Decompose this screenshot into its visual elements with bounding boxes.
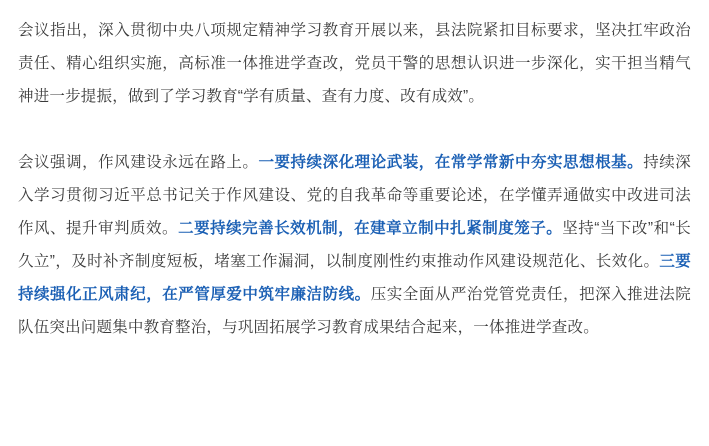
text-run: 坚持“当下改”和“长久立”，及时补齐制度短板，堵塞工作漏洞，以制度刚性约束推动作风建设规范化、长效化。 xyxy=(18,220,691,270)
highlighted-point-two: 二要持续完善长效机制，在建章立制中扎紧制度笼子。 xyxy=(178,220,563,237)
highlighted-point-three: 三要持续强化正风肃纪，在严管厚爱中筑牢廉洁防线。 xyxy=(18,253,691,303)
text-run: 会议指出，深入贯彻中央八项规定精神学习教育开展以来，县法院紧扣目标要求，坚决扛牢政治责任、精心组织实施，高标准一体推进学查改，党员干警的思想认识进一步深化，实干担当精气神进一步提振，做到了学习教育“学有质量、查有力度、改有成效”。 xyxy=(18,22,691,105)
text-run: 持续深入学习贯彻习近平总书记关于作风建设、党的自我革命等重要论述，在学懂弄通做实中改进司法作风、提升审判质效。 xyxy=(18,154,691,237)
paragraph-1 xyxy=(18,14,691,113)
paragraph-2 xyxy=(18,146,691,344)
highlighted-point-one: 一要持续深化理论武装，在常学常新中夯实思想根基。 xyxy=(258,154,644,171)
text-run: 压实全面从严治党管党责任，把深入推进法院队伍突出问题集中教育整治，与巩固拓展学习教育成果结合起来，一体推进学查改。 xyxy=(18,286,691,336)
text-run: 会议强调，作风建设永远在路上。 xyxy=(18,154,259,171)
